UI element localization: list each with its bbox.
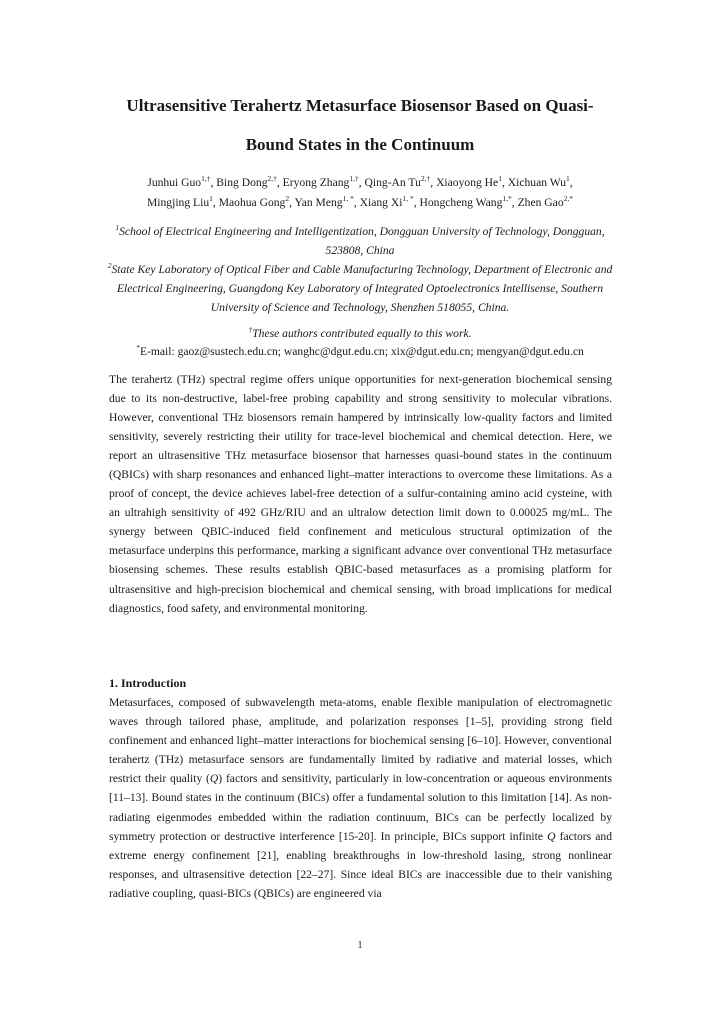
author: Qing-An $Tu^{2,\dagger}$, [364,174,437,189]
author: Maohua Gong$^2$, [218,194,295,209]
author: Junhui Guo$^{1,\dagger}$, [147,174,217,189]
introduction-paragraph: Metasurfaces, composed of subwavelength meta-atoms, enable flexible manipulation of electromagnetic waves through tailored phase, amplitude, and polarization responses [1–5], providing strong field confinement and enhanced light–matter interactions for biochemical sensing [6–10]. However, conventional terahertz (THz) metasurface sensors are fundamentally limited by radiative and material losses, which restrict their quality (Q) factors and sensitivity, particularly in low-concentration or aqueous environments [11–13]. Bound states in the continuum (BICs) offer a fundamental solution to this limitation [14]. As non-radiating eigenmodes embedded within the radiation continuum, BICs can be perfectly localized by symmetry protection or destructive interference [15-20]. In principle, BICs support infinite Q factors and extreme energy confinement [21], enabling breakthroughs in low-threshold lasing, strong nonlinear responses, and ultrasensitive detection [22–27]. Since ideal BICs are inaccessible due to their vanishing radiative coupling, quasi-BICs (QBICs) are engineered via [109,696,612,900]
author: Bing Dong$^{2,\dagger}$, [216,174,283,189]
author: Eryong Zhang$^{1,\dagger}$, [282,174,365,189]
page-number: 1 [357,940,363,951]
paper-title-line-2: Bound States in the Continuum [245,135,475,154]
author: Xiang $Xi^{1, *}$, [359,194,420,209]
section-heading-introduction: 1. Introduction [109,676,187,690]
author: Hongcheng Wang$^{1,*}$, [419,194,518,209]
author: Zhen Gao$^{2,*}$ [517,194,573,209]
affiliation-2: $^2$State Key Laboratory of Optical Fiber and Cable Manufacturing Technology, Department of Electronic and Electrical Engineering, Guangdong Key Laboratory of Integrated Optoelectronics Intellisense, Southern University of Science and Technology, Shenzhen 518055, China. [107,261,613,314]
affiliations [100,222,620,317]
author: Xiaoyong He$^1$, [436,174,508,189]
author: Xichuan Wu$^1$, [507,174,573,189]
author: Mingjing Liu$^1$, [146,194,219,209]
equal-contribution-note: †These authors contributed equally to this work. [248,325,472,340]
author: Yan Meng$^{1, *}$, [294,194,360,209]
affiliation-1: $^1$School of Electrical Engineering and Intelligentization, Dongguan University of Technology, Dongguan, 523808, China [115,223,605,257]
paper-title-line-1: Ultrasensitive Terahertz Metasurface Biosensor Based on Quasi- [126,96,594,115]
corresponding-email: *E-mail: gaoz@sustech.edu.cn; wanghc@dgut.edu.cn; xix@dgut.edu.cn; mengyan@dgut.edu.cn [136,343,584,358]
author-list [100,173,620,213]
abstract: The terahertz (THz) spectral regime offers unique opportunities for next-generation biochemical sensing due to its non-destructive, label-free probing capability and strong sensitivity to molecular vibrations. However, conventional THz biosensors remain hampered by intrinsically low-quality factors and limited sensitivity, severely restricting their utility for trace-level biochemical and chemical detection. Here, we report an ultrasensitive THz metasurface biosensor that harnesses quasi-bound states in the continuum (QBICs) with sharp resonances and enhanced light–matter interactions to overcome these limitations. As a proof of concept, the device achieves label-free detection of a sulfur-containing amino acid cysteine, with an ultrahigh sensitivity of 492 GHz/RIU and an ultralow detection limit down to 0.00025 mg/mL. The synergy between QBIC-induced field confinement and meticulous structural optimization of the metasurface underpins this performance, marking a significant advance over conventional THz metasurface biosensing schemes. These results establish QBIC-based metasurfaces as a promising platform for ultrasensitive and high-precision biochemical and chemical sensing, with broad implications for medical diagnostics, food safety, and environmental monitoring. [109,373,612,615]
